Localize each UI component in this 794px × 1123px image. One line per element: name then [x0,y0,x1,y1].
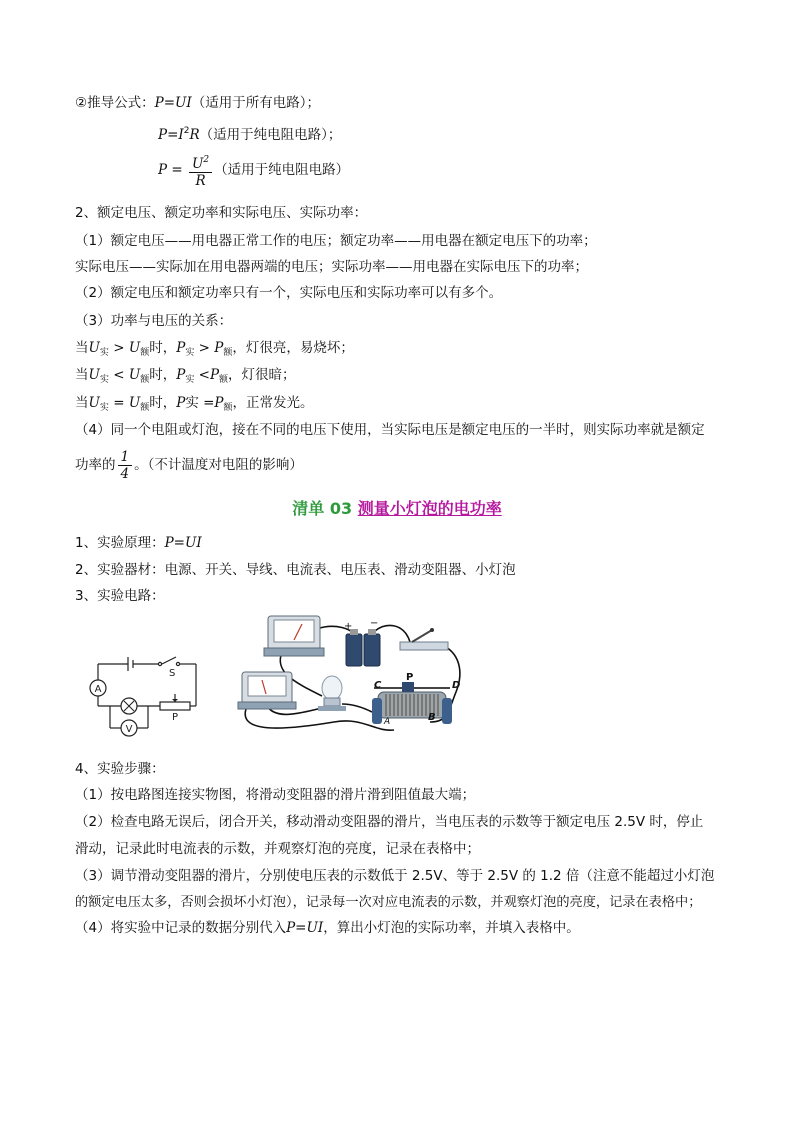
step-2: （2）检查电路无误后，闭合开关，移动滑动变阻器的滑片，当电压表的示数等于额定电压 2.5V 时，停止 [75,814,704,830]
step-3: （3）调节滑动变阻器的滑片，分别使电压表的示数低于 2.5V、等于 2.5V 的 1.2 倍（注意不能超过小灯泡 [75,868,715,884]
symbol-u: U [88,395,100,411]
step-3b: 的额定电压太多，否则会损坏小灯泡），记录每一次对应电流表的示数，并观察灯泡的亮度，记录在表格中； [75,895,702,910]
text: 当 [75,367,89,383]
operator: = [198,395,215,411]
step-2b: 滑动，记录此时电流表的示数，并观察灯泡的亮度，记录在表格中； [75,841,480,857]
text: 功率的 [75,457,116,473]
formula-note: （适用于纯电阻电路） [214,162,350,178]
text: （4）将实验中记录的数据分别代入 [75,920,287,936]
step-1: （1）按电路图连接实物图，将滑动变阻器的滑片滑到阻值最大端； [75,787,476,803]
steps-title: 4、实验步骤： [75,761,165,777]
text: ，灯很暗； [228,367,296,383]
frac-den: R [195,172,206,189]
rheostat-c-label: C [374,680,382,691]
apparatus-illustration [234,612,466,762]
formula-lhs: P = [158,162,183,178]
text: 时， [149,340,177,356]
relation-row-1 [75,338,354,363]
battery-plus-label: + [344,621,353,632]
symbol-u: U [128,340,141,356]
rated-p1: （1）额定电压——用电器正常工作的电压；额定功率——用电器在额定电压下的功率； [75,233,597,249]
battery-minus-label: − [370,618,379,629]
text: 时， [149,395,177,411]
rated-p4b [75,446,303,484]
subscript: 额 [140,403,150,413]
frac-num: U [191,155,204,172]
symbol-p: P [209,367,220,383]
text: ，算出小灯泡的实际功率，并填入表格中。 [323,920,580,936]
circuit-schematic [82,650,210,750]
lamp-device [318,676,346,711]
symbol-p: P [176,367,186,383]
formula-u2r-line [158,150,349,190]
subscript: 额 [223,403,233,413]
formula-sup-2: 2 [183,126,190,136]
battery-device [344,618,380,666]
frac-num-sup: 2 [203,154,210,165]
text: 1、实验原理： [75,535,165,551]
subscript: 额 [140,375,150,385]
exp-equipment: 2、实验器材：电源、开关、导线、电流表、电压表、滑动变阻器、小灯泡 [75,562,516,578]
formula-i2r-line [158,121,341,145]
subscript: 实 [99,348,109,358]
rated-p1b: 实际电压——实际加在用电器两端的电压；实际功率——用电器在实际电压下的功率； [75,259,588,275]
step-4 [75,918,580,938]
subscript: 额 [223,348,233,358]
text: 当 [75,395,89,411]
rated-p4: （4）同一个电阻或灯泡，接在不同的电压下使用，当实际电压是额定电压的一半时，则实际功率就是额定 [75,422,705,438]
frac-num: 1 [118,449,133,466]
operator: > [108,340,129,356]
exp-circuit-title: 3、实验电路： [75,588,165,604]
formula: P=UI [164,535,202,551]
rheostat-a-label: A [384,717,391,727]
voltmeter-label: V [125,724,133,735]
rheostat-p-label: P [406,672,414,683]
rated-p3: （3）功率与电压的关系： [75,313,233,329]
operator: = [108,395,129,411]
symbol-u: U [128,395,141,411]
text: ，正常发光。 [232,395,314,411]
symbol-p: P [214,340,224,356]
switch-label: S [169,668,176,679]
section-heading [0,497,794,521]
formula-note: （适用于纯电阻电路）； [199,127,342,143]
symbol-u: U [88,367,100,383]
subscript: 实 [99,403,109,413]
symbol-p: P [176,395,186,411]
slider-label: P [172,712,179,723]
formula: P=UI [286,920,324,936]
text: ，灯很亮，易烧坏； [232,340,354,356]
derive-prefix: ②推导公式： [75,95,155,111]
subscript: 额 [140,348,150,358]
symbol-p: P [214,395,224,411]
subscript: 实 [99,375,109,385]
formula-note: （适用于所有电路）； [191,95,320,111]
symbol-p: P [176,340,186,356]
rheostat-d-label: D [452,680,461,691]
text: 时， [149,367,177,383]
frac-den: 4 [120,465,130,482]
formula-p-i: P=I [158,127,184,143]
operator: < [194,367,210,383]
ammeter-device [238,672,296,709]
switch-device [400,628,448,650]
voltmeter-device [264,616,324,656]
rheostat-b-label: B [428,712,436,723]
subscript: 实 [185,395,199,411]
text: 。（不计温度对电阻的影响） [134,457,303,473]
formula-p-ui: P=UI [154,95,192,111]
rated-p2: （2）额定电压和额定功率只有一个，实际电压和实际功率可以有多个。 [75,285,503,301]
derive-formula-line [75,93,320,113]
exp-principle [75,533,202,553]
subscript: 实 [185,348,195,358]
subscript: 额 [219,375,229,385]
text: 当 [75,340,89,356]
heading-number: 清单 03 [292,499,353,518]
symbol-u: U [128,367,141,383]
symbol-u: U [88,340,100,356]
rated-title: 2、额定电压、额定功率和实际电压、实际功率： [75,205,368,221]
subscript: 实 [185,375,195,385]
relation-row-2 [75,365,296,390]
operator: > [194,340,215,356]
formula-r: R [189,127,200,143]
operator: < [108,367,129,383]
ammeter-label: A [94,684,102,695]
rheostat-device [372,672,460,727]
fraction-one-quarter [118,449,133,482]
heading-title: 测量小灯泡的电功率 [357,499,502,518]
fraction-u2-over-r [189,152,212,189]
relation-row-3 [75,393,314,418]
